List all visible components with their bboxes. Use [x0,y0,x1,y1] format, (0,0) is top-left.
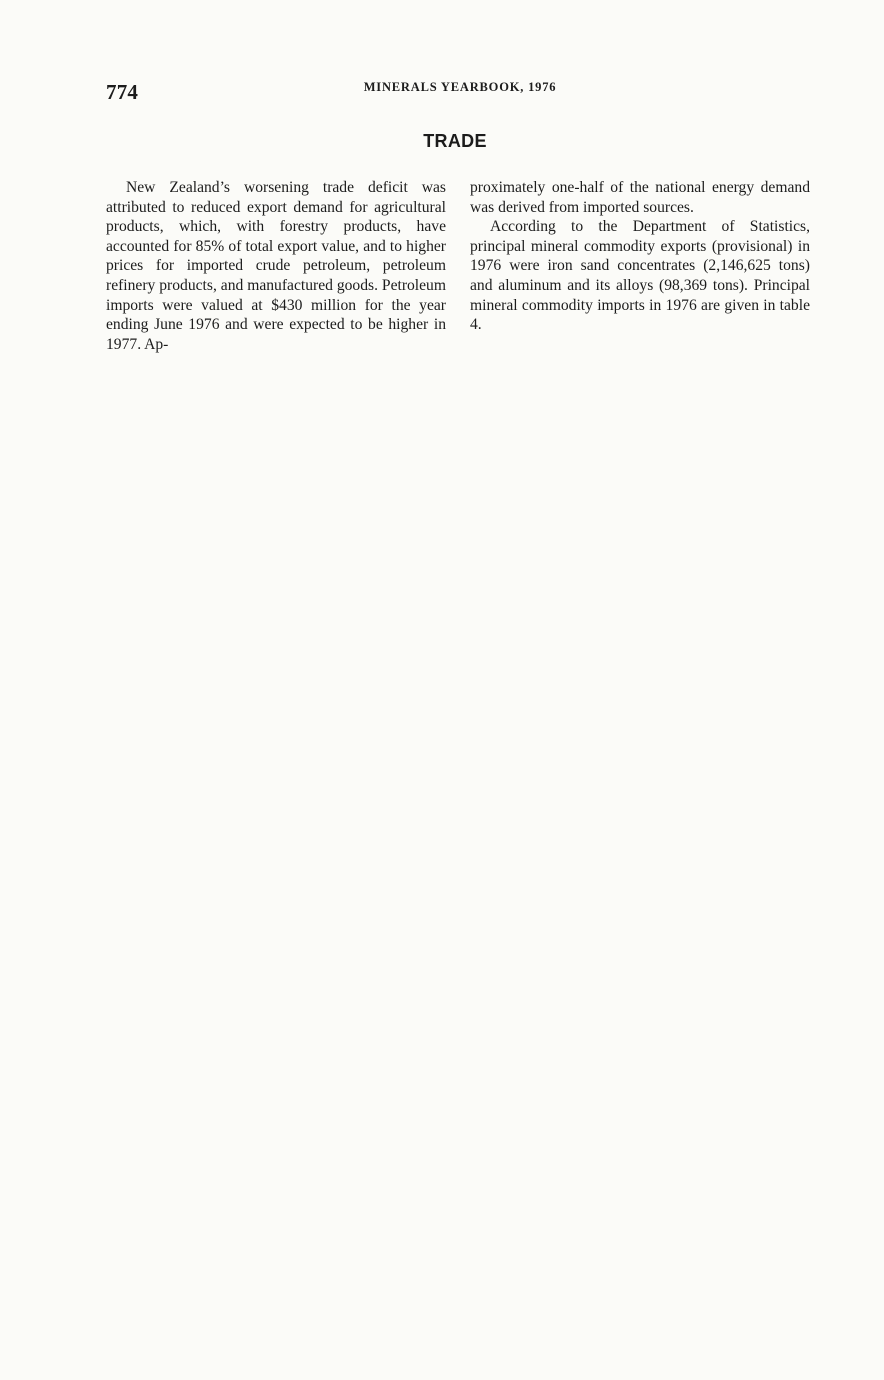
section-heading: TRADE [423,131,487,151]
paragraph-continuation: proximately one-half of the national energy demand was derived from imported sources. [470,179,810,216]
running-head: MINERALS YEARBOOK, 1976 [363,80,557,94]
left-column [106,178,446,354]
right-column [470,178,810,335]
paragraph-mineral-exports: According to the Department of Statistics, principal mineral commodity exports (provisional) in 1976 were iron sand concentrates (2,146,625 tons) and aluminum and its alloys (98,369 tons). Principal mineral commodity imports in 1976 are given in table 4. [470,218,810,334]
page-number: 774 [106,80,139,104]
paragraph-trade-deficit: New Zealand’s worsening trade deficit was attributed to reduced export demand for agricultural products, which, with forestry products, have accounted for 85% of total export value, and to higher prices for imported crude petroleum, petroleum refinery products, and manufactured goods. Petroleum imports were valued at $430 million for the year ending June 1976 and were expected to be higher in 1977. Ap- [106,179,446,353]
